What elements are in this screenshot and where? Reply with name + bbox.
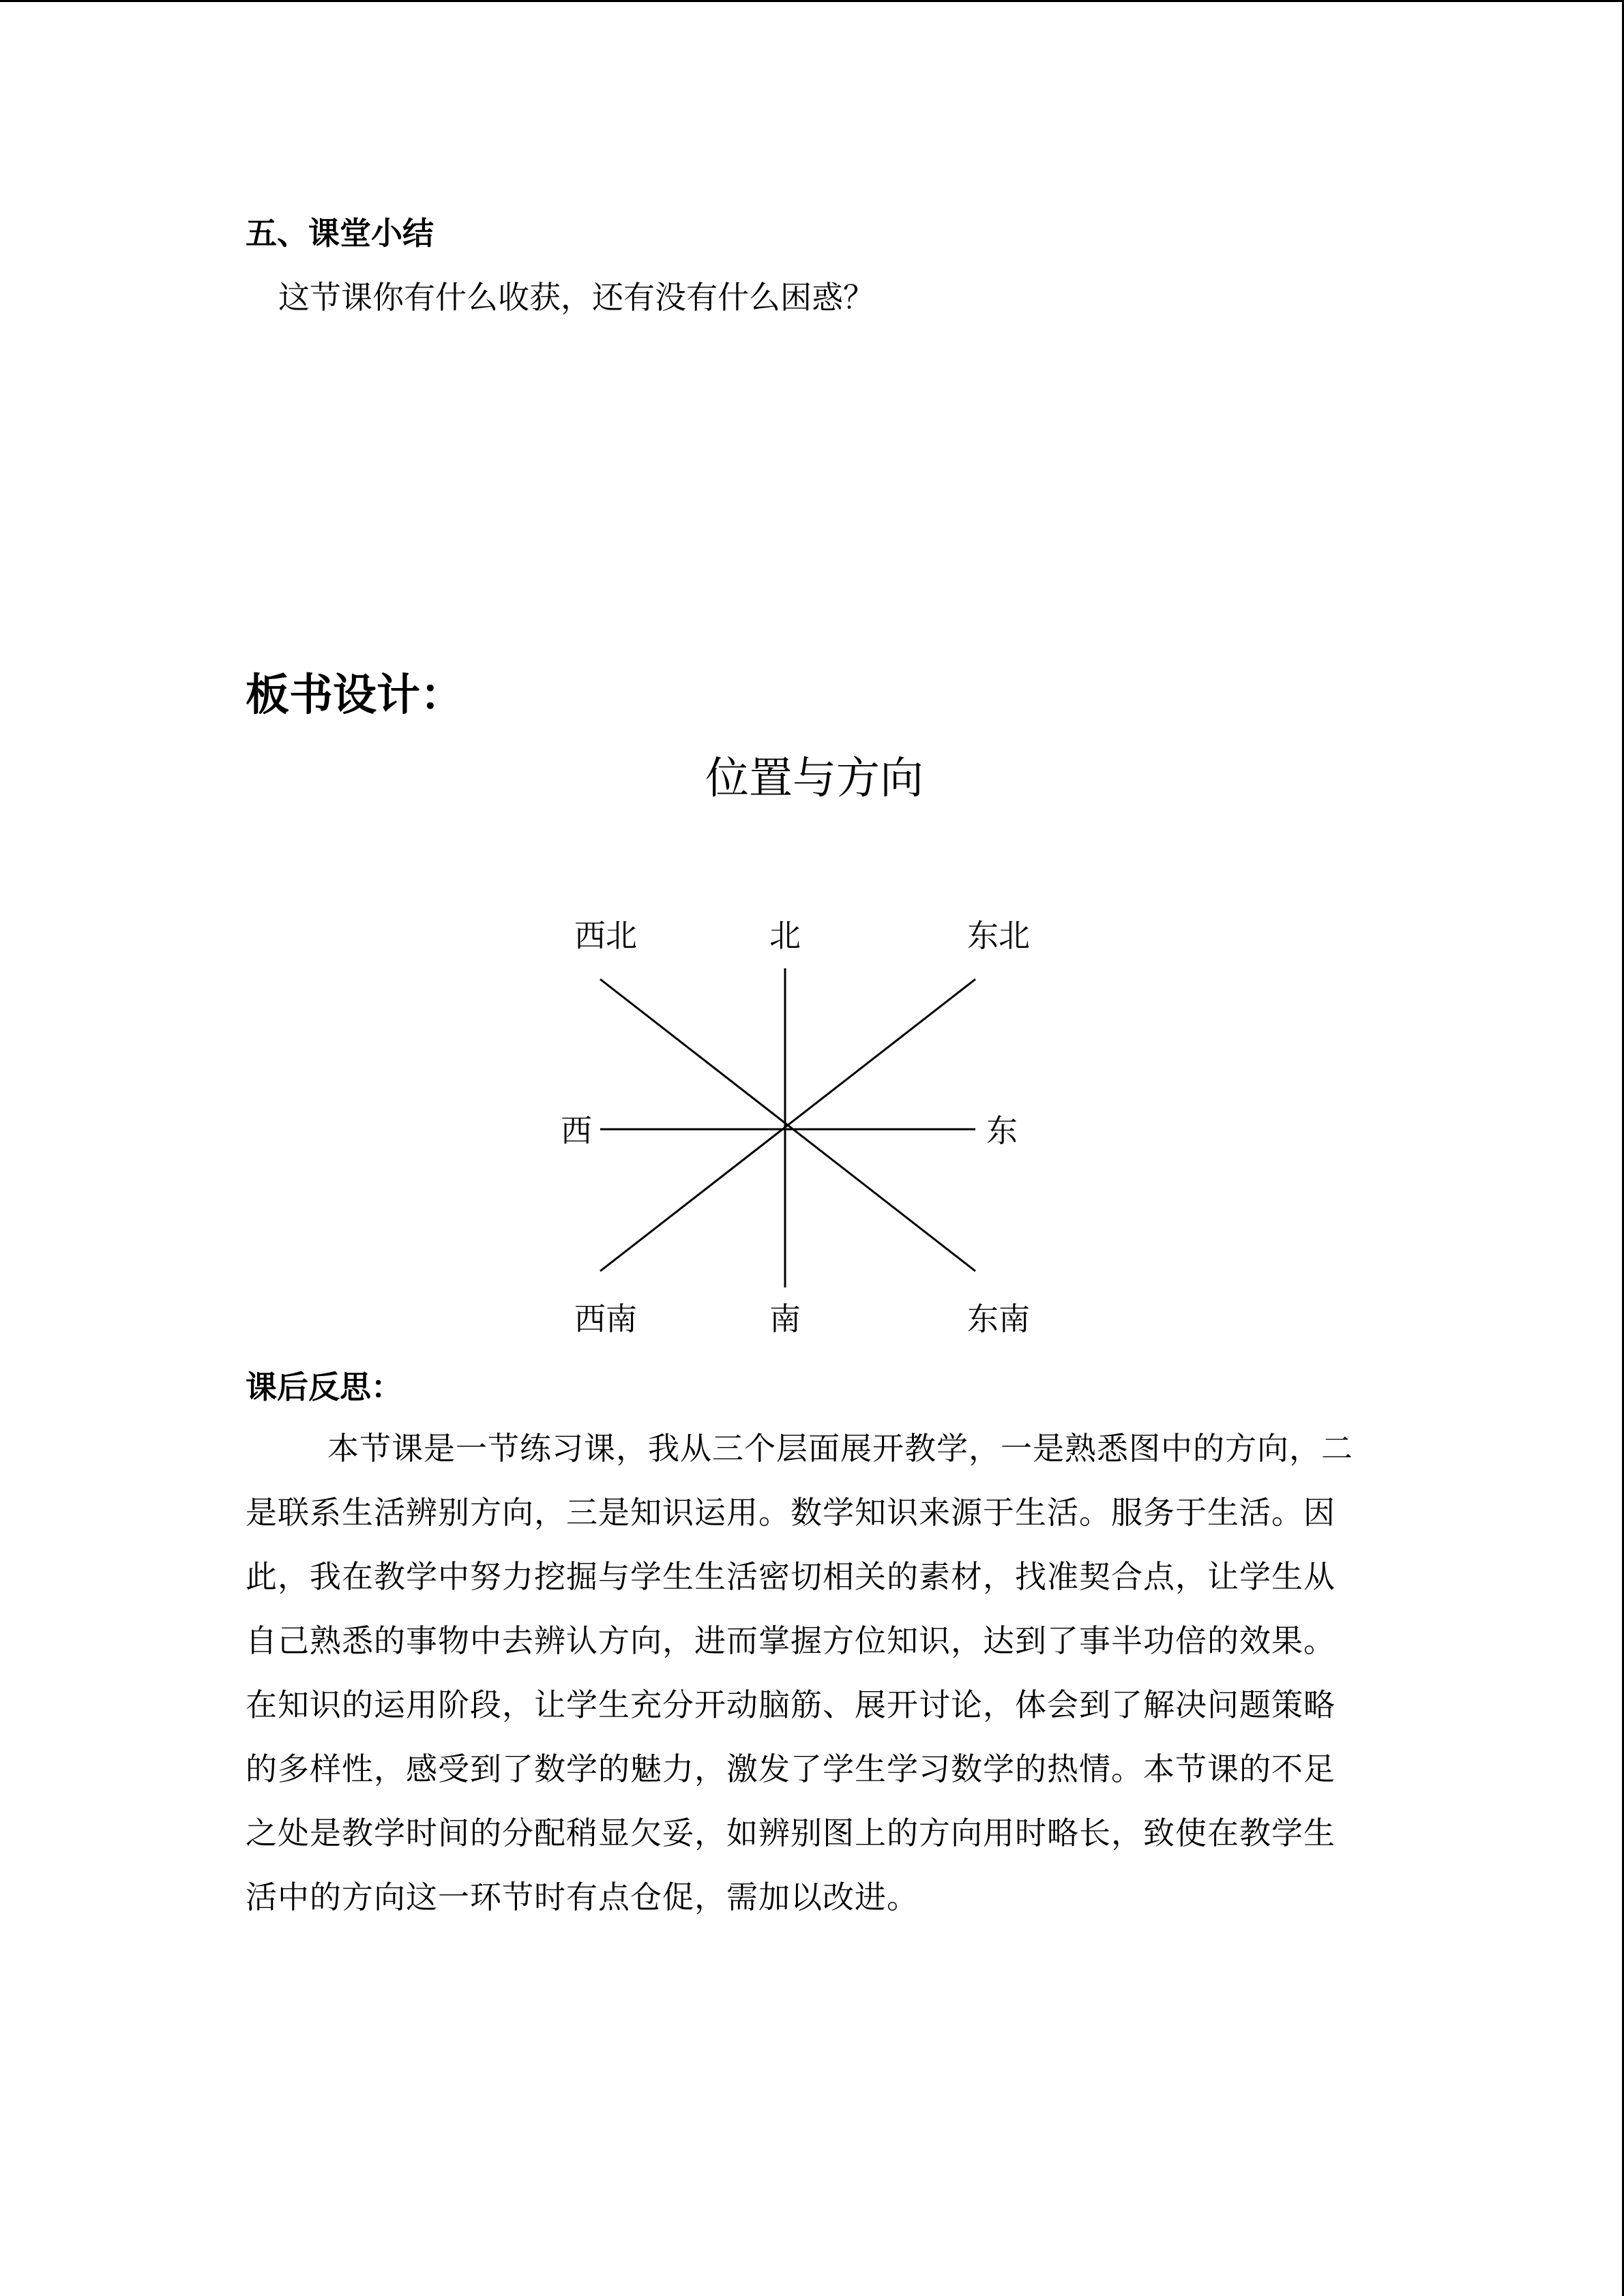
label-southwest: 西南 [574, 1300, 637, 1337]
label-east: 东 [986, 1112, 1018, 1149]
reflection-line: 是联系生活辨别方向，三是知识运用。数学知识来源于生活。服务于生活。因 [246, 1494, 1335, 1531]
reflection-line: 此，我在教学中努力挖掘与学生生活密切相关的素材，找准契合点，让学生从 [246, 1558, 1335, 1595]
diagram-title: 位置与方向 [705, 754, 924, 804]
summary-question: 这节课你有什么收获，还有没有什么困惑？ [278, 279, 874, 316]
label-southeast: 东南 [967, 1300, 1030, 1337]
label-north: 北 [769, 917, 801, 954]
label-northeast: 东北 [967, 917, 1030, 954]
board-heading: 板书设计： [246, 670, 464, 721]
reflection-line: 本节课是一节练习课，我从三个层面展开教学，一是熟悉图中的方向，二 [327, 1430, 1353, 1467]
label-south: 南 [769, 1300, 801, 1337]
reflection-line: 在知识的运用阶段，让学生充分开动脑筋、展开讨论，体会到了解决问题策略 [246, 1686, 1335, 1723]
reflection-line: 活中的方向这一环节时有点仓促，需加以改进。 [246, 1879, 919, 1915]
reflection-line: 之处是教学时间的分配稍显欠妥，如辨别图上的方向用时略长，致使在教学生 [246, 1815, 1335, 1851]
label-west: 西 [561, 1112, 592, 1149]
reflection-heading: 课后反思： [246, 1369, 402, 1405]
summary-heading: 五、课堂小结 [246, 215, 434, 252]
reflection-line: 自己熟悉的事物中去辨认方向，进而掌握方位知识，达到了事半功倍的效果。 [246, 1622, 1335, 1659]
reflection-line: 的多样性，感受到了数学的魅力，激发了学生学习数学的热情。本节课的不足 [246, 1750, 1335, 1787]
label-northwest: 西北 [574, 917, 637, 954]
